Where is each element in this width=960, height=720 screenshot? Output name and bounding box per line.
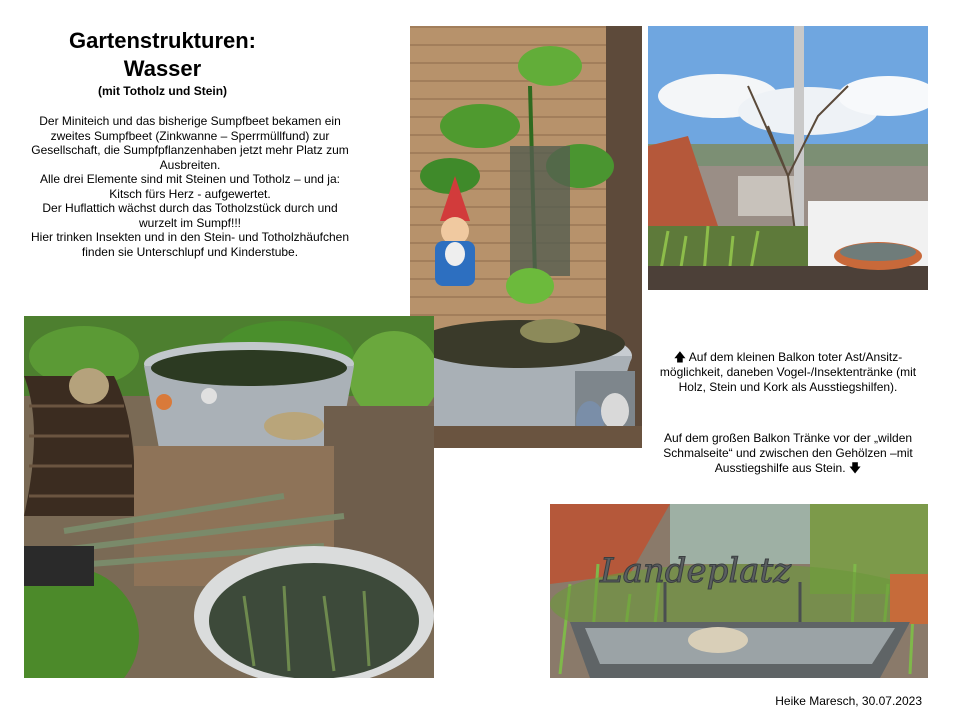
intro-text — [30, 114, 350, 259]
page-subtitle: (mit Totholz und Stein) — [97, 84, 228, 98]
page-title-topic: Wasser — [123, 56, 202, 81]
photo-pond-and-bog-bed — [24, 316, 434, 678]
author-credit: Heike Maresch, 30.07.2023 — [775, 694, 922, 708]
intro-paragraph: Der Huflattich wächst durch das Totholzstück durch und wurzelt im Sumpf!!! — [42, 201, 338, 230]
photo-landeplatz-tray — [550, 504, 928, 678]
caption-big-balcony: Auf dem großen Balkon Tränke vor der „wilden Schmalseite“ und zwischen den Gehölzen –mit Ausstiegshilfe aus Stein. 🡇 — [663, 431, 913, 475]
photo-zinc-tub-gnome — [410, 26, 642, 448]
photo-small-balcony — [648, 26, 928, 290]
caption-small-balcony: 🡅 Auf dem kleinen Balkon toter Ast/Ansitz-möglichkeit, daneben Vogel-/Insektentränke (mit Holz, Stein und Kork als Ausstiegshilfen). — [659, 350, 917, 394]
intro-paragraph: Der Miniteich und das bisherige Sumpfbeet bekamen ein zweites Sumpfbeet (Zinkwanne – Sperrmüllfund) zur Gesellschaft, die Sumpfpflanzenhaben jetzt mehr Platz zum Ausbreiten. — [31, 114, 349, 172]
intro-paragraph: Alle drei Elemente sind mit Steinen und Totholz – und ja: Kitsch fürs Herz - aufgewertet. — [40, 172, 340, 201]
landeplatz-sign: Landeplatz — [600, 551, 792, 591]
page-title: Gartenstrukturen: — [68, 28, 257, 53]
intro-paragraph: Hier trinken Insekten und in den Stein- und Totholzhäufchen finden sie Unterschlupf und Kinderstube. — [31, 230, 349, 259]
